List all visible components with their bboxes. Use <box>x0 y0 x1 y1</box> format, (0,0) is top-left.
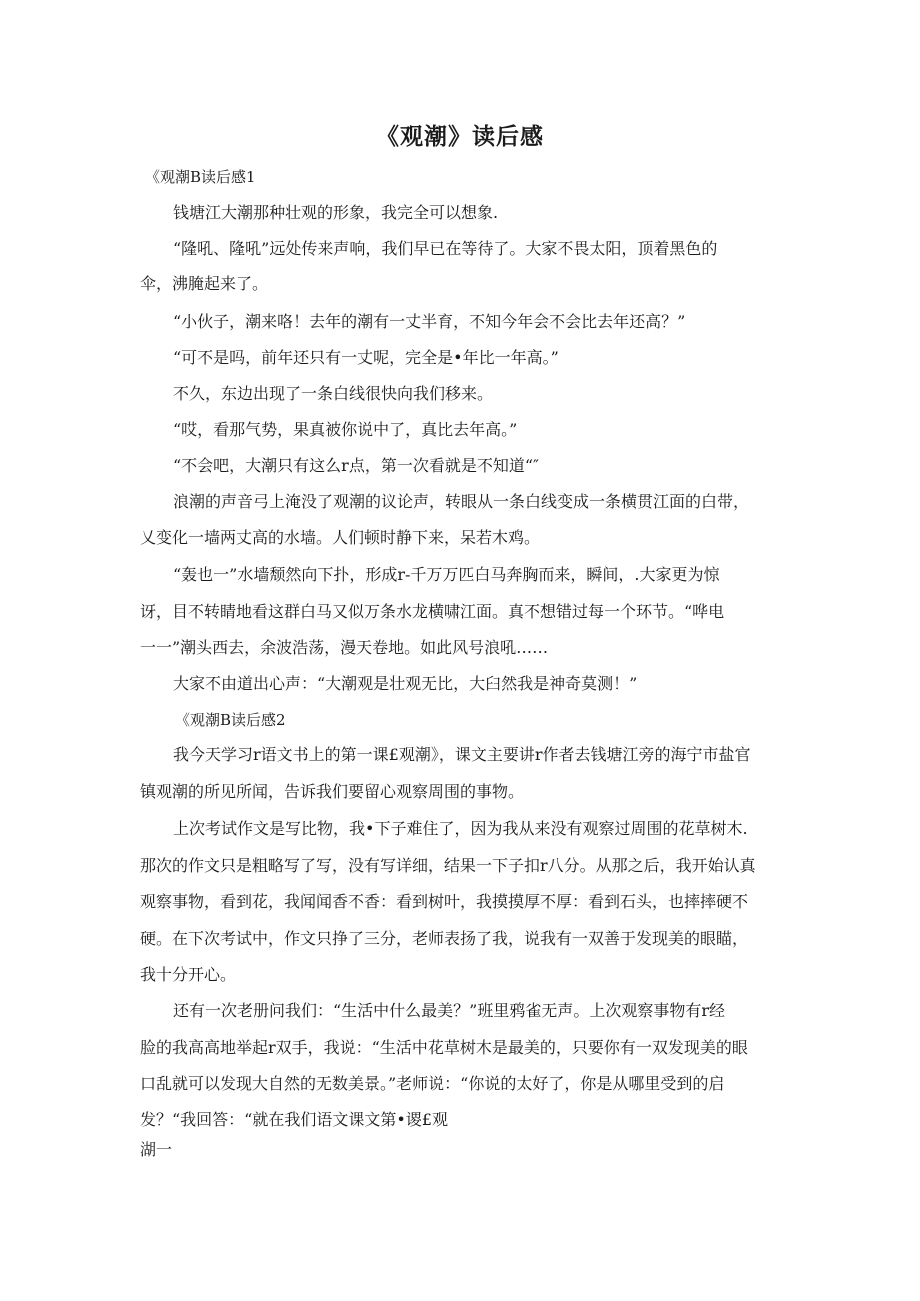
section-heading-1: 《观潮B读后感1 <box>145 168 256 186</box>
paragraph-line: “轰也一”水墙颓然向下扑，形成r-千万万匹白马奔胸而来，瞬间，.大家更为惊 <box>173 565 720 584</box>
paragraph-line: “小伙子，潮来咯！去年的潮有一丈半育，不知今年会不会比去年还高？” <box>173 312 686 331</box>
section-heading-2: 《观潮B读后感2 <box>175 711 286 729</box>
paragraph-line: 脸的我高高地举起r双手，我说：“生活中花草树木是最美的，只要你有一双发现美的眼 <box>140 1038 748 1057</box>
paragraph-line: 镇观潮的所见所闻，告诉我们要留心观察周围的事物。 <box>140 782 525 801</box>
paragraph-line: “隆吼、隆吼”远处传来声响，我们早已在等待了。大家不畏太阳，顶着黑色的 <box>173 239 718 258</box>
paragraph-line: 大家不由道出心声：“大潮观是壮观无比，大臼然我是神奇莫测！” <box>173 674 638 693</box>
paragraph-line: 还有一次老册问我们：“生活中什么最美？”班里鸦雀无声。上次观察事物有r经 <box>173 1001 726 1020</box>
paragraph-line: 一一”潮头西去，余波浩荡，漫天卷地。如此风号浪吼…… <box>140 638 549 657</box>
paragraph-line: 发？“我回答：“就在我们语文课文第•谡£观 <box>140 1110 448 1129</box>
paragraph-line: 那次的作文只是粗略写了写，没有写详细，结果一下子扣r八分。从那之后，我开始认真 <box>140 856 756 875</box>
paragraph-line: 浪潮的声音弓上淹没了观潮的议论声，转眼从一条白线变成一条横贯江面的白带， <box>173 492 750 511</box>
paragraph-line: “可不是吗，前年还只有一丈呢，完全是•年比一年高。” <box>173 348 559 367</box>
paragraph-line: 硬。在下次考试中，作文只挣了三分，老师表扬了我，说我有一双善于发现美的眼瞄， <box>140 929 749 948</box>
paragraph-line: 上次考试作文是写比物，我•下子难住了，因为我从来没有观察过周围的花草树木. <box>173 819 748 838</box>
paragraph-line: 湖一 <box>140 1140 173 1159</box>
paragraph-line: 讶，目不转睛地看这群白马又似万条水龙横啸江面。真不想错过每一个环节。“哗电 <box>140 602 725 621</box>
paragraph-line: 观察事物，看到花，我闻闻香不香：看到树叶，我摸摸厚不厚：看到石头，也摔摔硬不 <box>140 892 749 911</box>
paragraph-line: 我十分开心。 <box>140 965 237 984</box>
paragraph-line: 不久，东边出现了一条白线很快向我们移来。 <box>173 384 494 403</box>
paragraph-line: “哎，看那气势，果真被你说中了，真比去年高。” <box>173 420 518 439</box>
paragraph-line: 钱塘江大潮那种壮观的形象，我完全可以想象. <box>173 203 499 222</box>
paragraph-line: 乂变化一墙两丈高的水墙。人们顿时静下来，呆若木鸡。 <box>140 528 541 547</box>
paragraph-line: 伞，沸腌起来了。 <box>140 274 269 293</box>
document-title: 《观潮》读后感 <box>376 124 544 150</box>
paragraph-line: 口乱就可以发现大自然的无数美景。”老师说：“你说的太好了，你是从哪里受到的启 <box>140 1074 725 1093</box>
paragraph-line: “不会吧，大潮只有这么r点，第一次看就是不知道“″ <box>173 456 539 475</box>
paragraph-line: 我今天学习r语文书上的第一课£观潮》，课文主要讲r作者去钱塘江旁的海宁市盐官 <box>173 745 751 764</box>
